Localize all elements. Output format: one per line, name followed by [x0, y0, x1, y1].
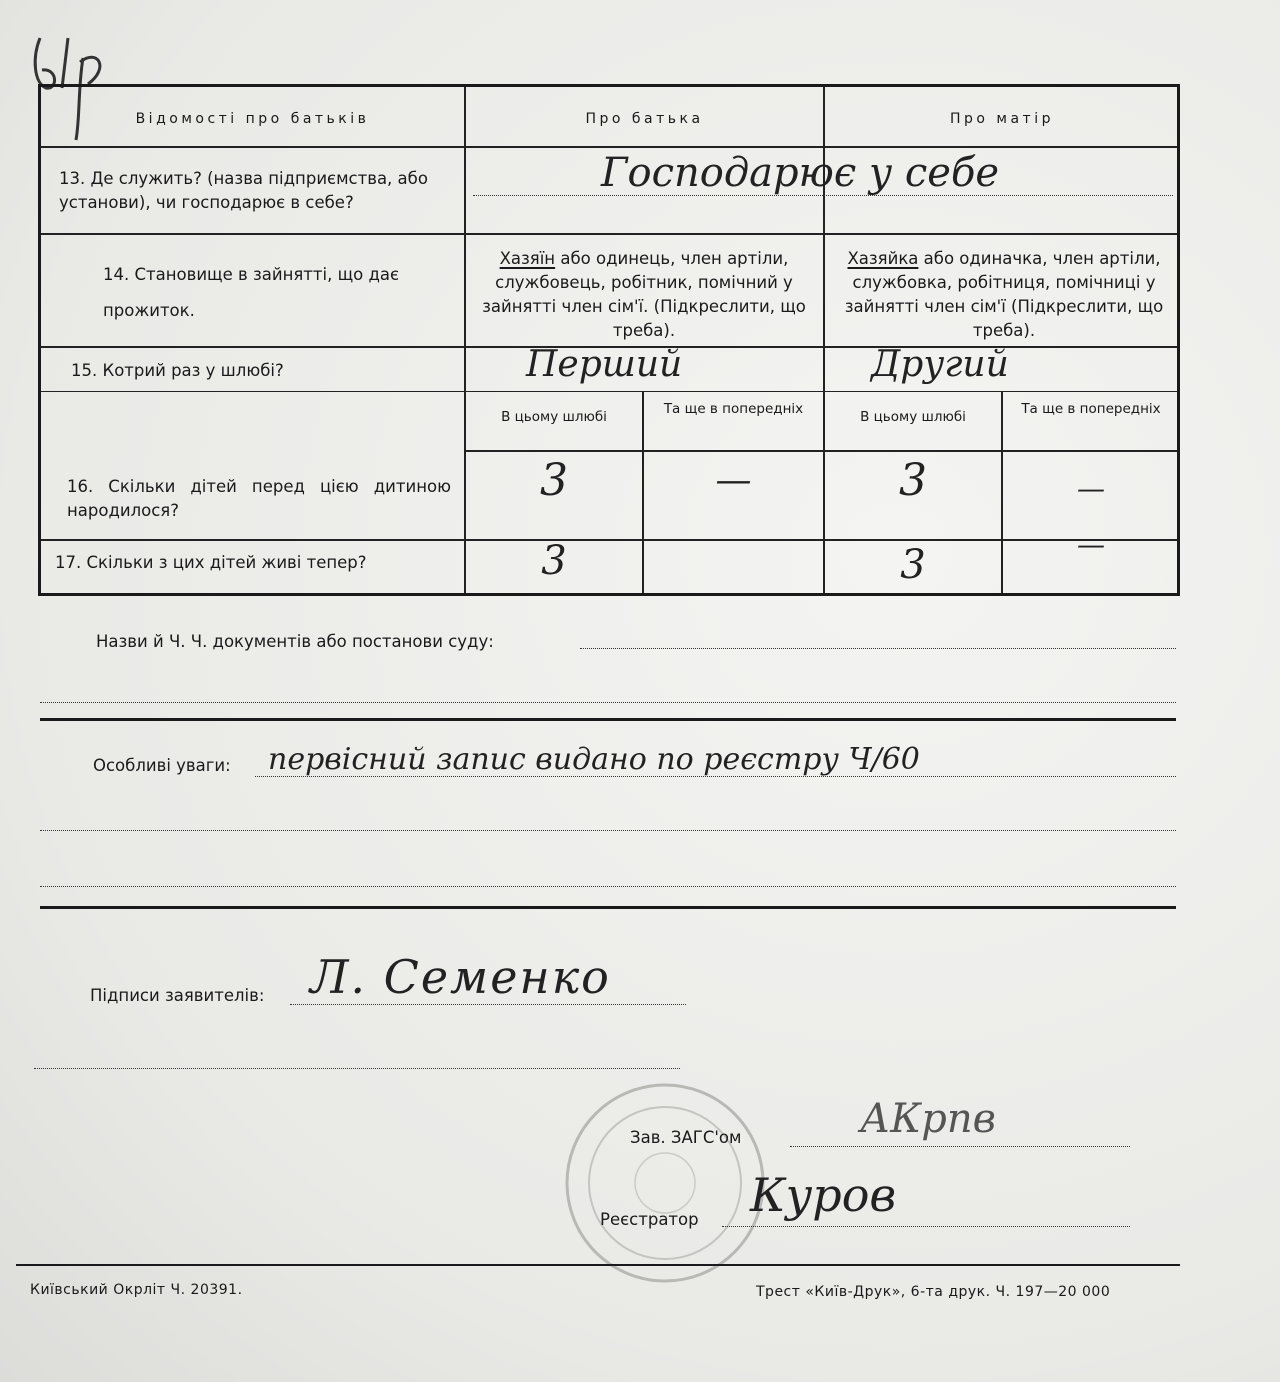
row14-label-2: прожиток.: [103, 301, 195, 320]
subheader-father-this: В цьому шлюбі: [501, 409, 607, 425]
row14-label-1: 14. Становище в зайнятті, що дає: [103, 265, 400, 284]
row15-father: Перший: [526, 344, 683, 385]
head-label: Зав. ЗАГС'ом: [630, 1128, 742, 1147]
official-stamp: [560, 1078, 770, 1288]
row15-mother: Другий: [871, 344, 1009, 385]
parents-info-table: [38, 84, 1180, 596]
row16-mother-this: 3: [899, 455, 927, 506]
row17-father-this: 3: [541, 538, 567, 584]
remarks-value: первісний запис видано по реєстру Ч/60: [268, 742, 920, 777]
subheader-mother-this: В цьому шлюбі: [860, 409, 966, 425]
row13-answer: Господарює у себе: [601, 150, 1000, 196]
subheader-father-prev: Та ще в попередніх: [663, 401, 804, 417]
header-father: Про батька: [585, 111, 704, 127]
row17-mother-this: 3: [900, 542, 926, 588]
signatures-value: Л. Семенко: [310, 950, 611, 1004]
row15-label: 15. Котрий раз у шлюбі?: [71, 361, 284, 380]
row14-mother-options: [839, 247, 1169, 343]
row16-label: 16. Скільки дітей перед цією дитиною народилося?: [67, 477, 451, 520]
footer-left: Київський Окрліт Ч. 20391.: [30, 1282, 243, 1298]
father-options-rest: або одинець, член артіли, службовець, робітник, помічний у зайнятті член сім'ї. (Підкреслити, що треба).: [482, 249, 806, 340]
mother-options-rest: або одиначка, член артіли, службовка, робітниця, помічниці у зайнятті член сім'ї (Підкреслити, що треба).: [844, 249, 1164, 340]
signatures-label: Підписи заявителів:: [90, 986, 265, 1005]
registrar-label: Реєстратор: [600, 1210, 699, 1229]
father-selected-option: Хазяїн: [499, 249, 556, 268]
row16-mother-prev: —: [1077, 472, 1105, 505]
row13-label: 13. Де служить? (назва підприємства, або установи), чи господарює в себе?: [59, 169, 428, 212]
row17-mother-prev: —: [1077, 528, 1105, 561]
registrar-signature: Куров: [750, 1168, 897, 1222]
documents-label: Назви й Ч. Ч. документів або постанови суду:: [96, 632, 494, 651]
subheader-mother-prev: Та ще в попередніх: [1021, 401, 1161, 417]
header-info: Відомості про батьків: [135, 111, 370, 127]
row14-father-options: [479, 247, 809, 343]
row16-father-prev: —: [715, 460, 752, 501]
mother-selected-option: Хазяйка: [847, 249, 919, 268]
remarks-label: Особливі уваги:: [93, 756, 231, 775]
header-mother: Про матір: [949, 111, 1054, 127]
footer-right: Трест «Київ-Друк», 6-та друк. Ч. 197—20 000: [756, 1284, 1111, 1300]
head-signature: АКрпв: [860, 1096, 996, 1142]
row17-label: 17. Скільки з цих дітей живі тепер?: [55, 553, 367, 572]
row16-father-this: 3: [540, 455, 568, 506]
